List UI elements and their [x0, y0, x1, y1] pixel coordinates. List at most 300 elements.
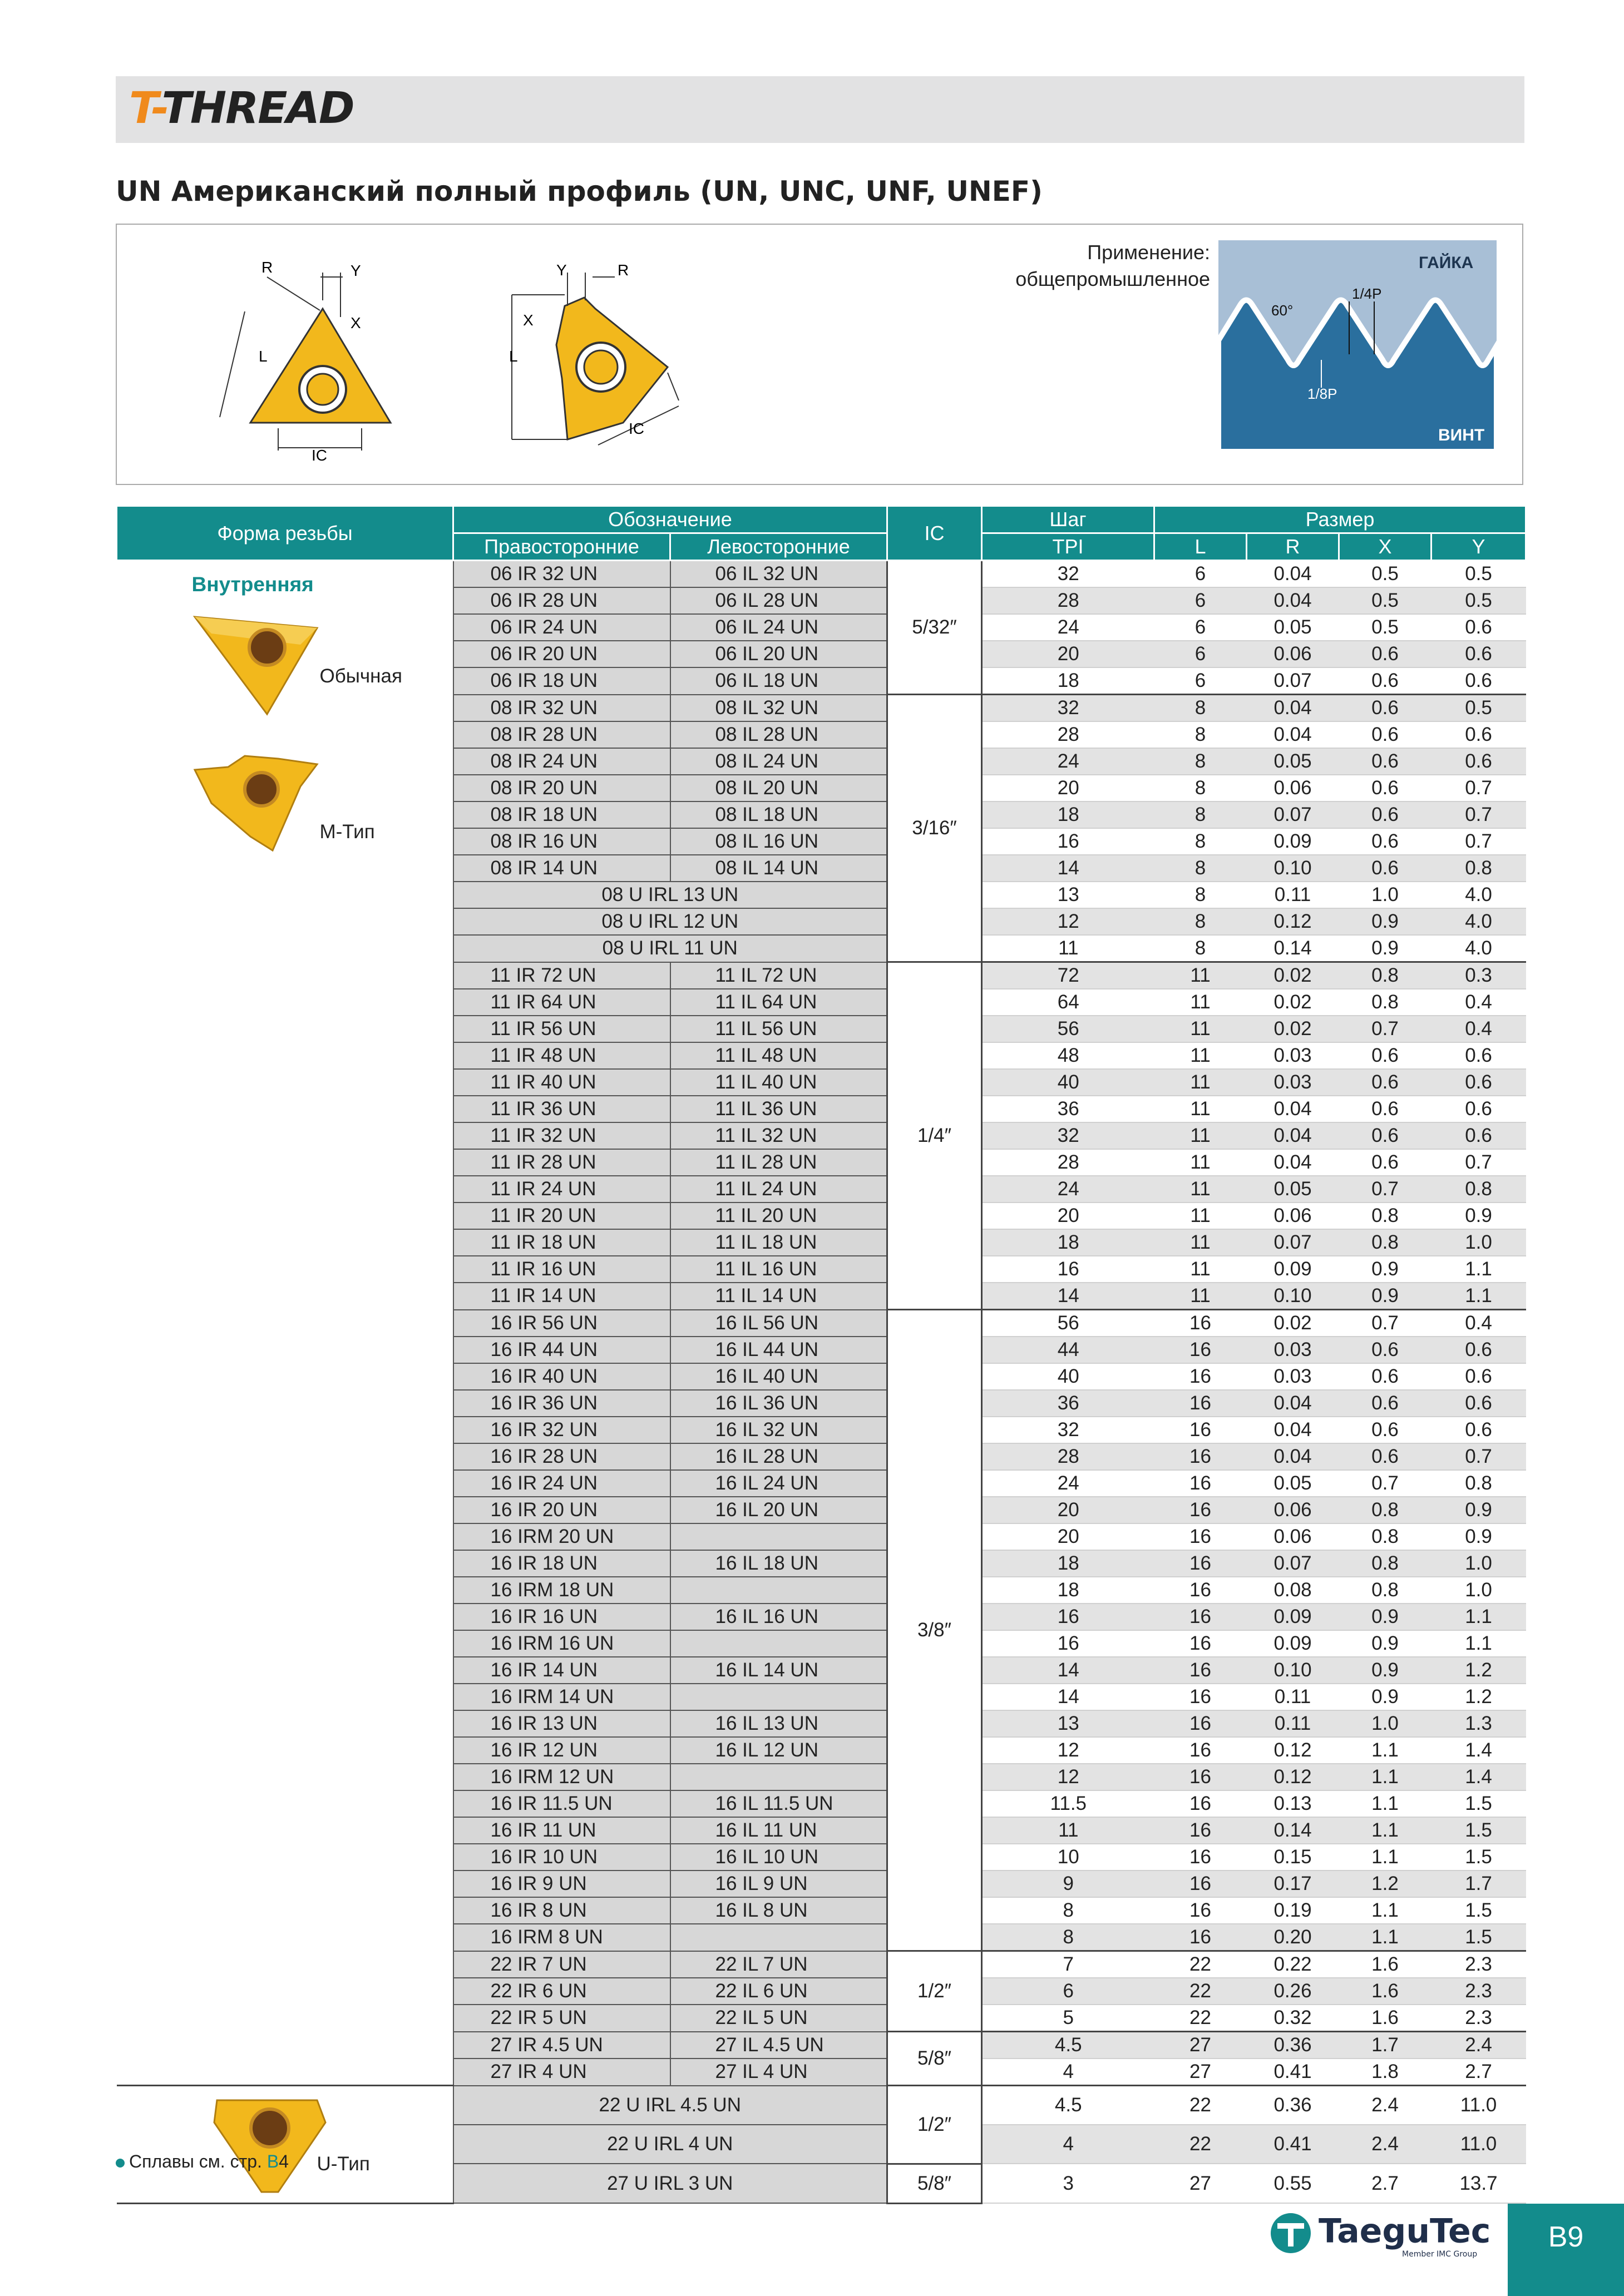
r-cell: 0.04 [1247, 1096, 1339, 1122]
tpi-cell: 36 [982, 1096, 1154, 1122]
r-cell: 0.03 [1247, 1363, 1339, 1390]
y-cell: 2.3 [1432, 2005, 1526, 2032]
l-cell: 16 [1154, 1764, 1247, 1790]
designation-left: 08 IL 28 UN [670, 721, 887, 748]
x-cell: 0.9 [1339, 1684, 1432, 1710]
designation-left: 08 IL 18 UN [670, 801, 887, 828]
y-cell: 2.7 [1432, 2059, 1526, 2086]
type-m-label: М-Тип [319, 821, 375, 843]
l-cell: 27 [1154, 2032, 1247, 2059]
l-cell: 8 [1154, 721, 1247, 748]
x-cell: 0.6 [1339, 1363, 1432, 1390]
designation-right: 08 IR 32 UN [453, 695, 670, 722]
x-cell: 1.0 [1339, 882, 1432, 908]
y-cell: 0.8 [1432, 1176, 1526, 1203]
r-cell: 0.17 [1247, 1871, 1339, 1897]
y-cell: 1.0 [1432, 1229, 1526, 1256]
x-cell: 0.6 [1339, 1042, 1432, 1069]
designation-combined: 08 U IRL 11 UN [453, 935, 887, 962]
x-cell: 0.6 [1339, 641, 1432, 667]
r-cell: 0.04 [1247, 1390, 1339, 1417]
tpi-cell: 20 [982, 1203, 1154, 1229]
x-cell: 0.7 [1339, 1176, 1432, 1203]
designation-left [670, 1577, 887, 1604]
r-cell: 0.06 [1247, 1497, 1339, 1523]
u-insert-icon [206, 2089, 339, 2200]
x-cell: 1.0 [1339, 1710, 1432, 1737]
designation-left: 08 IL 16 UN [670, 828, 887, 855]
l-cell: 16 [1154, 1337, 1247, 1363]
type-regular-label: Обычная [319, 665, 402, 687]
ic-cell: 1/2″ [887, 1951, 982, 2032]
y-cell: 11.0 [1432, 2125, 1526, 2164]
l-cell: 16 [1154, 1577, 1247, 1604]
label2-x: X [523, 311, 534, 329]
tpi-cell: 72 [982, 962, 1154, 989]
t-thread-logo: T-THREAD [129, 83, 354, 133]
y-cell: 1.7 [1432, 1871, 1526, 1897]
l-cell: 8 [1154, 908, 1247, 935]
y-cell: 0.6 [1432, 1069, 1526, 1096]
label2-ic: IC [629, 420, 644, 437]
r-cell: 0.41 [1247, 2059, 1339, 2086]
tpi-cell: 13 [982, 882, 1154, 908]
designation-left: 16 IL 40 UN [670, 1363, 887, 1390]
tpi-cell: 16 [982, 1630, 1154, 1657]
l-cell: 8 [1154, 775, 1247, 801]
l-cell: 16 [1154, 1684, 1247, 1710]
x-cell: 1.7 [1339, 2032, 1432, 2059]
designation-left: 08 IL 32 UN [670, 695, 887, 722]
screw-label: ВИНТ [1438, 426, 1485, 444]
y-cell: 0.9 [1432, 1497, 1526, 1523]
designation-right: 08 IR 28 UN [453, 721, 670, 748]
header-y: Y [1432, 533, 1526, 561]
r-cell: 0.02 [1247, 1310, 1339, 1337]
designation-left: 06 IL 18 UN [670, 667, 887, 695]
designation-left: 11 IL 40 UN [670, 1069, 887, 1096]
r-cell: 0.02 [1247, 962, 1339, 989]
l-cell: 22 [1154, 2005, 1247, 2032]
tpi-cell: 32 [982, 695, 1154, 722]
r-cell: 0.04 [1247, 561, 1339, 588]
l-cell: 6 [1154, 614, 1247, 641]
footnote: Сплавы см. стр. B4 [116, 2151, 289, 2172]
designation-right: 11 IR 20 UN [453, 1203, 670, 1229]
designation-left: 16 IL 9 UN [670, 1871, 887, 1897]
x-cell: 0.8 [1339, 1550, 1432, 1577]
designation-right: 16 IR 9 UN [453, 1871, 670, 1897]
r-cell: 0.32 [1247, 2005, 1339, 2032]
y-cell: 0.6 [1432, 1096, 1526, 1122]
tpi-cell: 20 [982, 1523, 1154, 1550]
designation-right: 16 IRM 14 UN [453, 1684, 670, 1710]
x-cell: 0.6 [1339, 1069, 1432, 1096]
designation-combined: 22 U IRL 4 UN [453, 2125, 887, 2164]
designation-right: 06 IR 28 UN [453, 587, 670, 614]
r-cell: 0.12 [1247, 1737, 1339, 1764]
tpi-cell: 9 [982, 1871, 1154, 1897]
y-cell: 0.8 [1432, 1470, 1526, 1497]
y-cell: 0.6 [1432, 721, 1526, 748]
header-pitch: Шаг [982, 506, 1154, 533]
ic-cell: 3/16″ [887, 695, 982, 962]
ic-cell: 1/4″ [887, 962, 982, 1310]
angle-label: 60° [1271, 302, 1294, 319]
x-cell: 1.6 [1339, 2005, 1432, 2032]
designation-left: 16 IL 12 UN [670, 1737, 887, 1764]
r-cell: 0.03 [1247, 1069, 1339, 1096]
r-cell: 0.36 [1247, 2086, 1339, 2125]
x-cell: 2.7 [1339, 2164, 1432, 2203]
designation-left: 06 IL 24 UN [670, 614, 887, 641]
r-cell: 0.08 [1247, 1577, 1339, 1604]
designation-left: 11 IL 28 UN [670, 1149, 887, 1176]
l-cell: 16 [1154, 1844, 1247, 1871]
y-cell: 1.0 [1432, 1577, 1526, 1604]
designation-right: 16 IR 13 UN [453, 1710, 670, 1737]
tpi-cell: 32 [982, 1417, 1154, 1443]
l-cell: 11 [1154, 1042, 1247, 1069]
y-cell: 0.3 [1432, 962, 1526, 989]
r-cell: 0.06 [1247, 1203, 1339, 1229]
label2-l: L [509, 348, 518, 365]
designation-left: 22 IL 6 UN [670, 1978, 887, 2005]
r-cell: 0.10 [1247, 1283, 1339, 1310]
tpi-cell: 18 [982, 1550, 1154, 1577]
r-cell: 0.05 [1247, 1176, 1339, 1203]
r-cell: 0.04 [1247, 1417, 1339, 1443]
designation-right: 16 IRM 18 UN [453, 1577, 670, 1604]
designation-left: 11 IL 48 UN [670, 1042, 887, 1069]
y-cell: 2.4 [1432, 2032, 1526, 2059]
x-cell: 2.4 [1339, 2125, 1432, 2164]
designation-left [670, 1684, 887, 1710]
designation-right: 06 IR 18 UN [453, 667, 670, 695]
l-cell: 16 [1154, 1790, 1247, 1817]
tpi-cell: 11 [982, 935, 1154, 962]
l-cell: 16 [1154, 1497, 1247, 1523]
x-cell: 0.7 [1339, 1470, 1432, 1497]
r-cell: 0.10 [1247, 1657, 1339, 1684]
x-cell: 1.1 [1339, 1764, 1432, 1790]
tpi-cell: 18 [982, 667, 1154, 695]
header-r: R [1247, 533, 1339, 561]
designation-left: 27 IL 4.5 UN [670, 2032, 887, 2059]
r-cell: 0.04 [1247, 1443, 1339, 1470]
designation-left: 16 IL 24 UN [670, 1470, 887, 1497]
tpi-cell: 32 [982, 561, 1154, 588]
tpi-cell: 5 [982, 2005, 1154, 2032]
l-cell: 16 [1154, 1737, 1247, 1764]
x-cell: 1.2 [1339, 1871, 1432, 1897]
designation-left [670, 1630, 887, 1657]
tpi-cell: 13 [982, 1710, 1154, 1737]
tpi-cell: 32 [982, 1122, 1154, 1149]
designation-left: 22 IL 7 UN [670, 1951, 887, 1978]
l-cell: 22 [1154, 2086, 1247, 2125]
designation-combined: 08 U IRL 12 UN [453, 908, 887, 935]
header-x: X [1339, 533, 1432, 561]
x-cell: 1.8 [1339, 2059, 1432, 2086]
designation-right: 11 IR 64 UN [453, 989, 670, 1016]
x-cell: 0.9 [1339, 1283, 1432, 1310]
label-ic: IC [312, 447, 327, 464]
l-cell: 11 [1154, 1096, 1247, 1122]
tpi-cell: 14 [982, 1283, 1154, 1310]
designation-right: 06 IR 32 UN [453, 561, 670, 588]
y-cell: 0.9 [1432, 1523, 1526, 1550]
l-cell: 16 [1154, 1871, 1247, 1897]
ic-cell: 5/32″ [887, 561, 982, 695]
r-cell: 0.11 [1247, 882, 1339, 908]
l-cell: 16 [1154, 1817, 1247, 1844]
label-x: X [351, 314, 361, 331]
x-cell: 0.6 [1339, 748, 1432, 775]
l-cell: 11 [1154, 1203, 1247, 1229]
r-cell: 0.02 [1247, 1016, 1339, 1042]
x-cell: 1.1 [1339, 1924, 1432, 1951]
l-cell: 16 [1154, 1390, 1247, 1417]
bullet-icon [116, 2159, 125, 2168]
y-cell: 1.1 [1432, 1256, 1526, 1283]
designation-left: 11 IL 24 UN [670, 1176, 887, 1203]
designation-left [670, 1764, 887, 1790]
designation-left: 11 IL 56 UN [670, 1016, 887, 1042]
designation-left: 06 IL 28 UN [670, 587, 887, 614]
r-cell: 0.05 [1247, 748, 1339, 775]
x-cell: 0.9 [1339, 935, 1432, 962]
x-cell: 0.6 [1339, 775, 1432, 801]
r-cell: 0.05 [1247, 1470, 1339, 1497]
x-cell: 0.8 [1339, 989, 1432, 1016]
l-cell: 16 [1154, 1443, 1247, 1470]
l-cell: 16 [1154, 1604, 1247, 1630]
designation-left: 11 IL 18 UN [670, 1229, 887, 1256]
tpi-cell: 40 [982, 1363, 1154, 1390]
designation-right: 16 IR 36 UN [453, 1390, 670, 1417]
tpi-cell: 20 [982, 775, 1154, 801]
designation-combined: 22 U IRL 4.5 UN [453, 2086, 887, 2125]
taegutec-logo: TaeguTec Member IMC Group [1268, 2211, 1490, 2255]
r-cell: 0.12 [1247, 908, 1339, 935]
x-cell: 0.6 [1339, 1096, 1432, 1122]
l-cell: 11 [1154, 962, 1247, 989]
designation-left: 16 IL 32 UN [670, 1417, 887, 1443]
x-cell: 0.5 [1339, 614, 1432, 641]
x-cell: 1.1 [1339, 1897, 1432, 1924]
tpi-cell: 4.5 [982, 2086, 1154, 2125]
header-right: Правосторонние [453, 533, 670, 561]
r-cell: 0.10 [1247, 855, 1339, 882]
y-cell: 4.0 [1432, 908, 1526, 935]
l-cell: 16 [1154, 1657, 1247, 1684]
y-cell: 0.6 [1432, 667, 1526, 695]
l-cell: 16 [1154, 1310, 1247, 1337]
x-cell: 0.6 [1339, 1122, 1432, 1149]
r-cell: 0.09 [1247, 1630, 1339, 1657]
tpi-cell: 36 [982, 1390, 1154, 1417]
designation-right: 16 IR 40 UN [453, 1363, 670, 1390]
designation-right: 08 IR 24 UN [453, 748, 670, 775]
x-cell: 0.8 [1339, 1203, 1432, 1229]
r-cell: 0.06 [1247, 775, 1339, 801]
r-cell: 0.07 [1247, 1229, 1339, 1256]
y-cell: 0.6 [1432, 1390, 1526, 1417]
r-cell: 0.12 [1247, 1764, 1339, 1790]
designation-left: 08 IL 24 UN [670, 748, 887, 775]
x-cell: 0.8 [1339, 1523, 1432, 1550]
designation-right: 11 IR 40 UN [453, 1069, 670, 1096]
designation-left: 27 IL 4 UN [670, 2059, 887, 2086]
designation-left: 11 IL 72 UN [670, 962, 887, 989]
x-cell: 0.6 [1339, 828, 1432, 855]
designation-right: 11 IR 28 UN [453, 1149, 670, 1176]
header-l: L [1154, 533, 1247, 561]
l-cell: 8 [1154, 748, 1247, 775]
l-cell: 8 [1154, 935, 1247, 962]
x-cell: 0.9 [1339, 1630, 1432, 1657]
tpi-cell: 7 [982, 1951, 1154, 1978]
y-cell: 0.6 [1432, 641, 1526, 667]
designation-right: 22 IR 7 UN [453, 1951, 670, 1978]
l-cell: 11 [1154, 1069, 1247, 1096]
l-cell: 6 [1154, 641, 1247, 667]
r-cell: 0.02 [1247, 989, 1339, 1016]
x-cell: 0.6 [1339, 1149, 1432, 1176]
table-row [117, 561, 1526, 588]
y-cell: 13.7 [1432, 2164, 1526, 2203]
r-cell: 0.55 [1247, 2164, 1339, 2203]
y-cell: 0.7 [1432, 1443, 1526, 1470]
designation-right: 16 IR 14 UN [453, 1657, 670, 1684]
designation-left: 16 IL 36 UN [670, 1390, 887, 1417]
r-cell: 0.11 [1247, 1710, 1339, 1737]
l-cell: 11 [1154, 1016, 1247, 1042]
label-y: Y [351, 262, 361, 279]
l-cell: 8 [1154, 828, 1247, 855]
r-cell: 0.20 [1247, 1924, 1339, 1951]
ic-cell: 1/2″ [887, 2086, 982, 2164]
tpi-cell: 11.5 [982, 1790, 1154, 1817]
crest-label: 1/4P [1352, 285, 1382, 302]
x-cell: 0.6 [1339, 721, 1432, 748]
r-cell: 0.09 [1247, 1256, 1339, 1283]
x-cell: 0.6 [1339, 695, 1432, 722]
designation-left: 08 IL 14 UN [670, 855, 887, 882]
tpi-cell: 16 [982, 1256, 1154, 1283]
designation-left: 16 IL 28 UN [670, 1443, 887, 1470]
x-cell: 0.8 [1339, 962, 1432, 989]
r-cell: 0.07 [1247, 667, 1339, 695]
tpi-cell: 12 [982, 1764, 1154, 1790]
header-form: Форма резьбы [117, 506, 453, 561]
l-cell: 8 [1154, 882, 1247, 908]
l-cell: 11 [1154, 1256, 1247, 1283]
designation-combined: 08 U IRL 13 UN [453, 882, 887, 908]
designation-combined: 27 U IRL 3 UN [453, 2164, 887, 2203]
designation-left: 08 IL 20 UN [670, 775, 887, 801]
y-cell: 0.7 [1432, 775, 1526, 801]
designation-right: 27 IR 4 UN [453, 2059, 670, 2086]
designation-left: 16 IL 56 UN [670, 1310, 887, 1337]
designation-right: 16 IR 11.5 UN [453, 1790, 670, 1817]
application-label: Применение: [1087, 241, 1210, 264]
y-cell: 1.1 [1432, 1283, 1526, 1310]
designation-right: 16 IR 8 UN [453, 1897, 670, 1924]
x-cell: 0.6 [1339, 855, 1432, 882]
designation-right: 16 IR 20 UN [453, 1497, 670, 1523]
table-body-u-type [117, 2086, 1526, 2204]
y-cell: 0.6 [1432, 1363, 1526, 1390]
designation-right: 22 IR 6 UN [453, 1978, 670, 2005]
y-cell: 0.5 [1432, 587, 1526, 614]
tpi-cell: 28 [982, 587, 1154, 614]
l-cell: 11 [1154, 1176, 1247, 1203]
x-cell: 0.9 [1339, 1604, 1432, 1630]
l-cell: 6 [1154, 587, 1247, 614]
tpi-cell: 18 [982, 1229, 1154, 1256]
designation-right: 16 IR 56 UN [453, 1310, 670, 1337]
designation-left: 16 IL 8 UN [670, 1897, 887, 1924]
x-cell: 0.5 [1339, 587, 1432, 614]
x-cell: 1.6 [1339, 1951, 1432, 1978]
table-body-internal [117, 561, 1526, 2086]
x-cell: 0.5 [1339, 561, 1432, 588]
nut-label: ГАЙКА [1419, 254, 1474, 272]
designation-left: 16 IL 10 UN [670, 1844, 887, 1871]
y-cell: 0.5 [1432, 695, 1526, 722]
designation-left: 22 IL 5 UN [670, 2005, 887, 2032]
designation-right: 11 IR 14 UN [453, 1283, 670, 1310]
designation-left: 11 IL 16 UN [670, 1256, 887, 1283]
designation-right: 16 IRM 12 UN [453, 1764, 670, 1790]
x-cell: 0.9 [1339, 908, 1432, 935]
r-cell: 0.09 [1247, 1604, 1339, 1630]
r-cell: 0.03 [1247, 1337, 1339, 1363]
y-cell: 1.4 [1432, 1737, 1526, 1764]
designation-right: 08 IR 16 UN [453, 828, 670, 855]
designation-right: 11 IR 72 UN [453, 962, 670, 989]
designation-right: 27 IR 4.5 UN [453, 2032, 670, 2059]
tpi-cell: 14 [982, 1657, 1154, 1684]
designation-left: 16 IL 18 UN [670, 1550, 887, 1577]
l-cell: 22 [1154, 1951, 1247, 1978]
x-cell: 1.1 [1339, 1790, 1432, 1817]
r-cell: 0.03 [1247, 1042, 1339, 1069]
label-r: R [261, 259, 273, 276]
regular-insert-icon [189, 606, 323, 717]
header-tpi: TPI [982, 533, 1154, 561]
x-cell: 1.1 [1339, 1817, 1432, 1844]
y-cell: 0.6 [1432, 1337, 1526, 1363]
y-cell: 0.6 [1432, 1417, 1526, 1443]
designation-left: 06 IL 32 UN [670, 561, 887, 588]
designation-left: 11 IL 64 UN [670, 989, 887, 1016]
x-cell: 0.6 [1339, 1337, 1432, 1363]
designation-right: 11 IR 48 UN [453, 1042, 670, 1069]
x-cell: 0.9 [1339, 1657, 1432, 1684]
y-cell: 1.5 [1432, 1897, 1526, 1924]
u-type-form-cell [117, 2086, 453, 2204]
designation-left: 16 IL 20 UN [670, 1497, 887, 1523]
x-cell: 0.8 [1339, 1497, 1432, 1523]
tpi-cell: 16 [982, 828, 1154, 855]
y-cell: 0.7 [1432, 1149, 1526, 1176]
designation-left: 16 IL 44 UN [670, 1337, 887, 1363]
tpi-cell: 10 [982, 1844, 1154, 1871]
r-cell: 0.06 [1247, 641, 1339, 667]
